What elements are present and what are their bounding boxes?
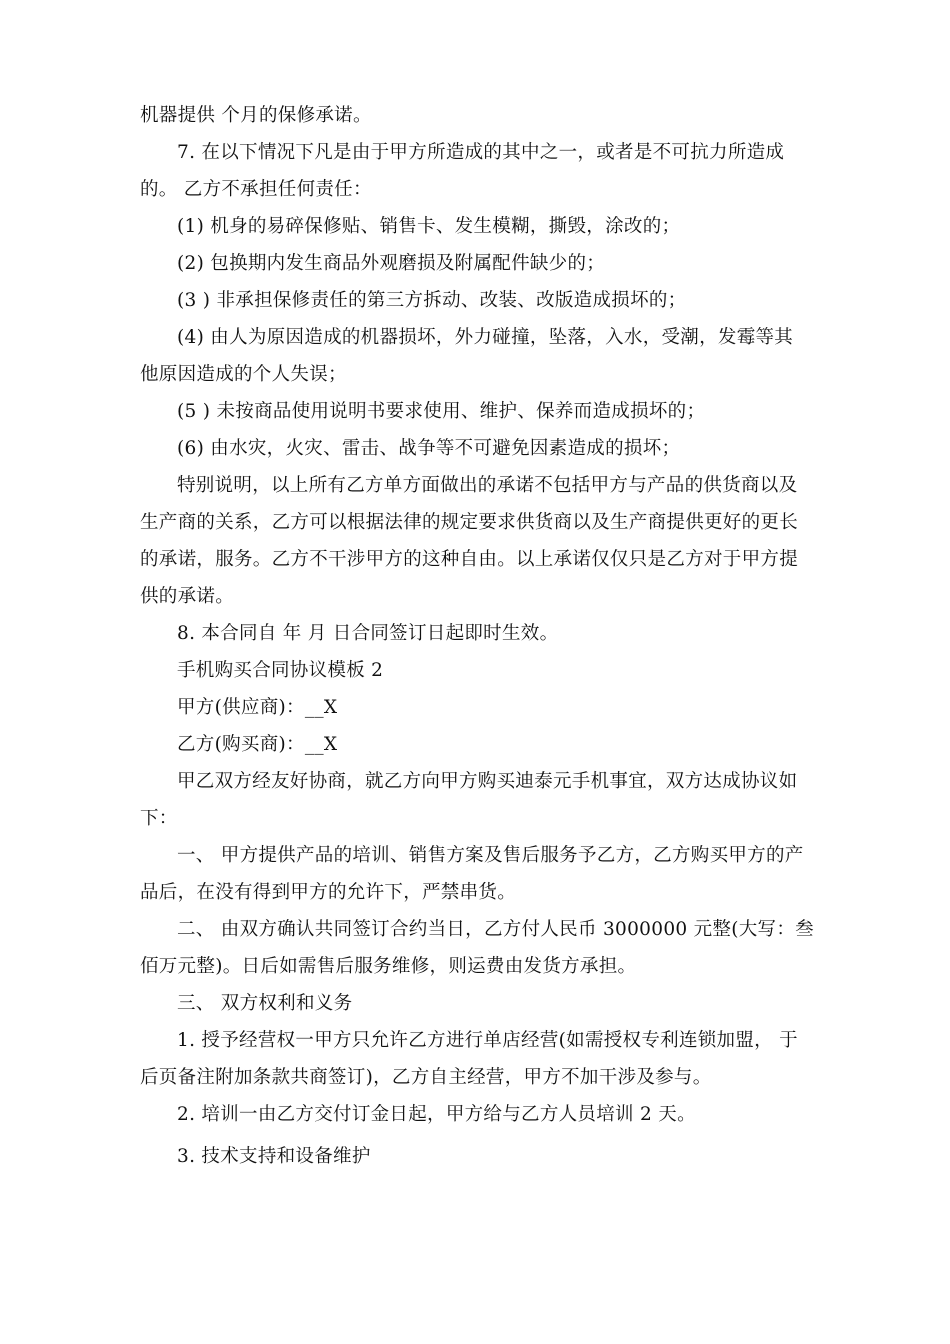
text-line: (6) 由水灾，火灾、雷击、战争等不可避免因素造成的损坏； [177, 438, 681, 459]
party-b-line: 乙方(购买商)：__X [177, 734, 338, 755]
text-line: (1) 机身的易碎保修贴、销售卡、发生模糊，撕毁，涂改的； [177, 216, 681, 237]
document-body [140, 97, 826, 1175]
party-a-line: 甲方(供应商)：__X [177, 697, 338, 718]
text-line: 二、 由双方确认共同签订合约当日，乙方付人民币 3000000 元整(大写：叁 [177, 919, 814, 940]
text-line: 下： [140, 808, 178, 829]
text-line: 一、 甲方提供产品的培训、销售方案及售后服务予乙方，乙方购买甲方的产 [177, 845, 804, 866]
text-line: (2) 包换期内发生商品外观磨损及附属配件缺少的； [177, 253, 606, 274]
text-line: (4) 由人为原因造成的机器损坏，外力碰撞，坠落，入水，受潮，发霉等其 [177, 327, 794, 348]
text-line: 7. 在以下情况下凡是由于甲方所造成的其中之一，或者是不可抗力所造成 [177, 142, 785, 163]
text-line: (5 ) 未按商品使用说明书要求使用、维护、保养而造成损坏的； [177, 401, 706, 422]
text-line: (3 ) 非承担保修责任的第三方拆动、改装、改版造成损坏的； [177, 290, 687, 311]
text-line: 特别说明，以上所有乙方单方面做出的承诺不包括甲方与产品的供货商以及 [177, 475, 798, 496]
text-line: 1. 授予经营权一甲方只允许乙方进行单店经营(如需授权专利连锁加盟， 于 [177, 1030, 798, 1051]
text-line: 供的承诺。 [140, 586, 235, 607]
text-line: 2. 培训一由乙方交付订金日起，甲方给与乙方人员培训 2 天。 [177, 1104, 696, 1125]
text-line: 的承诺，服务。乙方不干涉甲方的这种自由。以上承诺仅仅只是乙方对于甲方提 [140, 549, 799, 570]
text-line: 3. 技术支持和设备维护 [177, 1146, 371, 1167]
text-line: 后页备注附加条款共商签订)，乙方自主经营，甲方不加干涉及参与。 [140, 1067, 712, 1088]
text-line: 8. 本合同自 年 月 日合同签订日起即时生效。 [177, 623, 559, 644]
text-line: 佰万元整)。日后如需售后服务维修，则运费由发货方承担。 [140, 956, 637, 977]
text-line: 的。 乙方不承担任何责任： [140, 179, 372, 200]
text-line: 品后，在没有得到甲方的允许下，严禁串货。 [140, 882, 517, 903]
section-title: 手机购买合同协议模板 2 [177, 660, 384, 681]
text-line: 甲乙双方经友好协商，就乙方向甲方购买迪泰元手机事宜，双方达成协议如 [177, 771, 798, 792]
text-line: 生产商的关系，乙方可以根据法律的规定要求供货商以及生产商提供更好的更长 [140, 512, 799, 533]
text-line: 机器提供 个月的保修承诺。 [140, 105, 372, 126]
text-line: 他原因造成的个人失误； [140, 364, 347, 385]
text-line: 三、 双方权利和义务 [177, 993, 353, 1014]
